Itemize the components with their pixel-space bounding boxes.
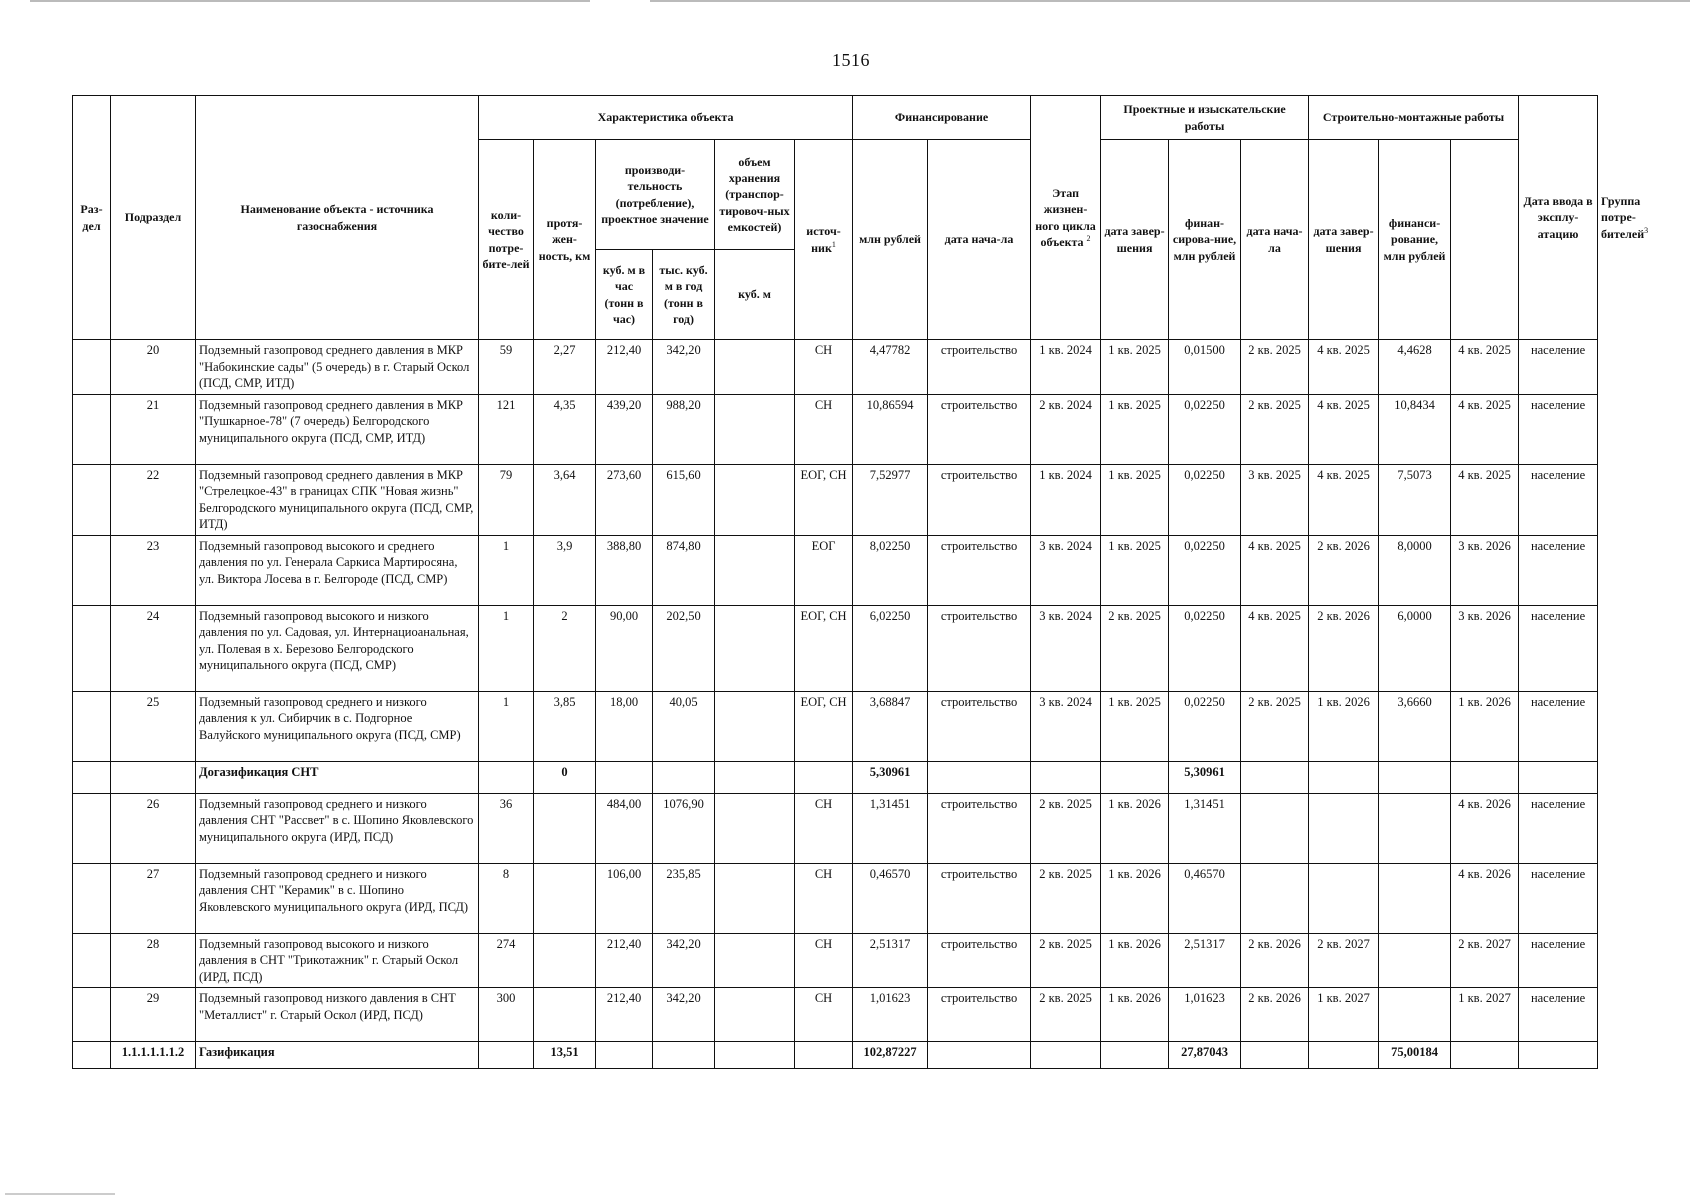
cell-prod-hour: 212,40: [596, 340, 653, 395]
cell-smr-fin: [1379, 933, 1451, 988]
cell-stage: строительство: [928, 394, 1031, 464]
cell-commission: 4 кв. 2026: [1451, 863, 1519, 933]
cell-consumers: [479, 761, 534, 793]
cell-smr-fin: 7,5073: [1379, 464, 1451, 535]
header-smr: Строительно-монтажные работы: [1309, 96, 1519, 140]
cell-smr-end: [1309, 1042, 1379, 1069]
cell-source: ЕОГ, СН: [795, 691, 853, 761]
cell-smr-fin: [1379, 761, 1451, 793]
cell-smr-end: 1 кв. 2026: [1309, 691, 1379, 761]
cell-name: Газификация: [196, 1042, 479, 1069]
cell-commission: 3 кв. 2026: [1451, 535, 1519, 605]
cell-prod-hour: 18,00: [596, 691, 653, 761]
header-razdel: Раз-дел: [73, 96, 111, 340]
cell-smr-start: 2 кв. 2026: [1241, 933, 1309, 988]
cell-commission: 1 кв. 2026: [1451, 691, 1519, 761]
cell-prod-hour: 212,40: [596, 933, 653, 988]
cell-group: население: [1519, 464, 1598, 535]
cell-length: [534, 863, 596, 933]
header-smr-end: дата завер-шения: [1309, 140, 1379, 340]
cell-pir-start: 2 кв. 2025: [1031, 933, 1101, 988]
cell-prod-year: [653, 1042, 715, 1069]
cell-storage: [715, 863, 795, 933]
cell-pir-start: [1031, 1042, 1101, 1069]
table-row: [73, 464, 1598, 535]
bottom-mark: [5, 1193, 115, 1195]
cell-podrazdel: 26: [111, 793, 196, 863]
cell-source: СН: [795, 340, 853, 395]
cell-mln-rub: 7,52977: [853, 464, 928, 535]
cell-source: ЕОГ, СН: [795, 464, 853, 535]
cell-pir-end: 2 кв. 2025: [1101, 605, 1169, 691]
cell-podrazdel: 23: [111, 535, 196, 605]
cell-pir-fin: 0,02250: [1169, 605, 1241, 691]
header-stage: Этап жизнен-ного цикла объекта $^2$: [1031, 96, 1101, 340]
header-pir-end: дата завер-шения: [1101, 140, 1169, 340]
cell-length: 2: [534, 605, 596, 691]
cell-prod-hour: [596, 761, 653, 793]
cell-smr-fin: 10,8434: [1379, 394, 1451, 464]
cell-razdel: [73, 761, 111, 793]
cell-prod-year: 1076,90: [653, 793, 715, 863]
cell-smr-fin: 8,0000: [1379, 535, 1451, 605]
cell-consumers: [479, 1042, 534, 1069]
cell-consumers: 36: [479, 793, 534, 863]
header-name: Наименование объекта - источника газоснабжения: [196, 96, 479, 340]
cell-prod-year: 342,20: [653, 988, 715, 1042]
cell-smr-fin: 3,6660: [1379, 691, 1451, 761]
cell-podrazdel: 27: [111, 863, 196, 933]
cell-pir-start: [1031, 761, 1101, 793]
cell-prod-hour: 212,40: [596, 988, 653, 1042]
cell-pir-fin: 0,46570: [1169, 863, 1241, 933]
cell-length: 4,35: [534, 394, 596, 464]
cell-source: СН: [795, 988, 853, 1042]
cell-stage: строительство: [928, 933, 1031, 988]
table-row: [73, 691, 1598, 761]
cell-stage: строительство: [928, 605, 1031, 691]
header-productivity: производи-тельность (потребление), проектное значение: [596, 140, 715, 250]
cell-smr-fin: 75,00184: [1379, 1042, 1451, 1069]
cell-prod-hour: [596, 1042, 653, 1069]
cell-pir-end: 1 кв. 2025: [1101, 535, 1169, 605]
cell-pir-end: 1 кв. 2026: [1101, 988, 1169, 1042]
header-storage: объем хранения (транспор-тировоч-ных емкостей): [715, 140, 795, 250]
table-row: [73, 535, 1598, 605]
table-body: [73, 340, 1598, 1069]
cell-pir-fin: 0,02250: [1169, 691, 1241, 761]
cell-pir-start: 2 кв. 2024: [1031, 394, 1101, 464]
cell-prod-hour: 90,00: [596, 605, 653, 691]
table-row: [73, 340, 1598, 395]
cell-pir-fin: 0,02250: [1169, 535, 1241, 605]
cell-commission: [1451, 761, 1519, 793]
cell-storage: [715, 691, 795, 761]
top-rule-left: [30, 0, 590, 2]
cell-commission: 4 кв. 2025: [1451, 394, 1519, 464]
cell-pir-end: 1 кв. 2025: [1101, 394, 1169, 464]
cell-source: [795, 1042, 853, 1069]
cell-pir-fin: 0,01500: [1169, 340, 1241, 395]
table-row: [73, 761, 1598, 793]
cell-pir-end: 1 кв. 2026: [1101, 933, 1169, 988]
header-smr-fin: финанси-рование, млн рублей: [1379, 140, 1451, 340]
cell-pir-start: 2 кв. 2025: [1031, 863, 1101, 933]
cell-smr-start: 2 кв. 2025: [1241, 340, 1309, 395]
cell-length: 2,27: [534, 340, 596, 395]
cell-smr-start: 4 кв. 2025: [1241, 605, 1309, 691]
cell-pir-start: 1 кв. 2024: [1031, 464, 1101, 535]
cell-length: [534, 933, 596, 988]
header-smr-start: дата нача-ла: [1241, 140, 1309, 340]
cell-name: Подземный газопровод среднего и низкого давления к ул. Сибирчик в с. Подгорное Валуйского муниципального округа (ПСД, СМР): [196, 691, 479, 761]
cell-razdel: [73, 988, 111, 1042]
cell-group: население: [1519, 988, 1598, 1042]
cell-smr-fin: [1379, 793, 1451, 863]
cell-prod-year: [653, 761, 715, 793]
cell-source: ЕОГ: [795, 535, 853, 605]
cell-name: Подземный газопровод среднего давления в МКР "Стрелецкое-43" в границах СПК "Новая жизнь" Белгородского муниципального округа (ПСД, СМР, ИТД): [196, 464, 479, 535]
cell-pir-start: 2 кв. 2025: [1031, 793, 1101, 863]
cell-mln-rub: 1,31451: [853, 793, 928, 863]
cell-length: 0: [534, 761, 596, 793]
cell-pir-fin: 0,02250: [1169, 464, 1241, 535]
cell-group: [1519, 1042, 1598, 1069]
header-podrazdel: Подраздел: [111, 96, 196, 340]
table-row: [73, 933, 1598, 988]
cell-pir-end: 1 кв. 2025: [1101, 691, 1169, 761]
cell-consumers: 121: [479, 394, 534, 464]
cell-stage: строительство: [928, 691, 1031, 761]
cell-source: СН: [795, 933, 853, 988]
cell-smr-start: [1241, 761, 1309, 793]
cell-pir-end: 1 кв. 2025: [1101, 340, 1169, 395]
cell-length: 3,85: [534, 691, 596, 761]
cell-commission: 1 кв. 2027: [1451, 988, 1519, 1042]
cell-razdel: [73, 340, 111, 395]
cell-smr-start: [1241, 793, 1309, 863]
cell-smr-end: [1309, 863, 1379, 933]
table-row: [73, 605, 1598, 691]
cell-commission: [1451, 1042, 1519, 1069]
cell-prod-hour: 484,00: [596, 793, 653, 863]
cell-pir-fin: 27,87043: [1169, 1042, 1241, 1069]
table-row: [73, 1042, 1598, 1069]
header-pir: Проектные и изыскательские работы: [1101, 96, 1309, 140]
cell-storage: [715, 605, 795, 691]
cell-storage: [715, 793, 795, 863]
cell-prod-year: 874,80: [653, 535, 715, 605]
cell-razdel: [73, 394, 111, 464]
cell-consumers: 79: [479, 464, 534, 535]
cell-pir-fin: 5,30961: [1169, 761, 1241, 793]
top-rule-right: [650, 0, 1690, 2]
cell-pir-end: 1 кв. 2026: [1101, 863, 1169, 933]
cell-smr-end: 4 кв. 2025: [1309, 394, 1379, 464]
cell-pir-fin: 1,01623: [1169, 988, 1241, 1042]
cell-prod-year: 615,60: [653, 464, 715, 535]
cell-podrazdel: 21: [111, 394, 196, 464]
cell-smr-end: 4 кв. 2025: [1309, 340, 1379, 395]
cell-consumers: 1: [479, 605, 534, 691]
cell-razdel: [73, 691, 111, 761]
cell-commission: 2 кв. 2027: [1451, 933, 1519, 988]
cell-stage: строительство: [928, 793, 1031, 863]
cell-stage: строительство: [928, 340, 1031, 395]
cell-name: Подземный газопровод среднего давления в МКР "Набокинские сады" (5 очередь) в г. Старый Оскол (ПСД, СМР, ИТД): [196, 340, 479, 395]
cell-prod-year: 988,20: [653, 394, 715, 464]
cell-smr-fin: 6,0000: [1379, 605, 1451, 691]
cell-prod-year: 235,85: [653, 863, 715, 933]
cell-razdel: [73, 605, 111, 691]
cell-prod-year: 342,20: [653, 933, 715, 988]
cell-razdel: [73, 793, 111, 863]
cell-smr-fin: 4,4628: [1379, 340, 1451, 395]
cell-podrazdel: 1.1.1.1.1.1.2: [111, 1042, 196, 1069]
cell-stage: строительство: [928, 863, 1031, 933]
cell-length: 3,9: [534, 535, 596, 605]
cell-mln-rub: 4,47782: [853, 340, 928, 395]
cell-name: Подземный газопровод высокого и низкого давления в СНТ "Трикотажник" г. Старый Оскол (ИРД, ПСД): [196, 933, 479, 988]
page-number: 1516: [832, 50, 870, 70]
cell-pir-start: 1 кв. 2024: [1031, 340, 1101, 395]
cell-group: население: [1519, 394, 1598, 464]
cell-storage: [715, 394, 795, 464]
cell-razdel: [73, 535, 111, 605]
cell-group: население: [1519, 691, 1598, 761]
header-prod-hour: куб. м в час (тонн в час): [596, 250, 653, 340]
cell-length: 13,51: [534, 1042, 596, 1069]
cell-name: Подземный газопровод среднего и низкого давления СНТ "Керамик" в с. Шопино Яковлевского муниципального округа (ИРД, ПСД): [196, 863, 479, 933]
cell-commission: 4 кв. 2025: [1451, 464, 1519, 535]
cell-length: 3,64: [534, 464, 596, 535]
cell-mln-rub: 6,02250: [853, 605, 928, 691]
cell-podrazdel: [111, 761, 196, 793]
cell-length: [534, 988, 596, 1042]
cell-smr-end: 2 кв. 2027: [1309, 933, 1379, 988]
cell-mln-rub: 102,87227: [853, 1042, 928, 1069]
cell-name: Подземный газопровод высокого и низкого давления по ул. Садовая, ул. Интернациоанальная, ул. Полевая в х. Березово Белгородского муниципального округа (ПСД, СМР): [196, 605, 479, 691]
cell-smr-end: 2 кв. 2026: [1309, 535, 1379, 605]
cell-mln-rub: 3,68847: [853, 691, 928, 761]
cell-smr-start: 2 кв. 2025: [1241, 691, 1309, 761]
cell-podrazdel: 28: [111, 933, 196, 988]
cell-storage: [715, 464, 795, 535]
header-length: протя-жен-ность, км: [534, 140, 596, 340]
cell-mln-rub: 10,86594: [853, 394, 928, 464]
cell-consumers: 274: [479, 933, 534, 988]
cell-podrazdel: 29: [111, 988, 196, 1042]
cell-pir-end: 1 кв. 2025: [1101, 464, 1169, 535]
header-financing: Финансирование: [853, 96, 1031, 140]
cell-mln-rub: 1,01623: [853, 988, 928, 1042]
cell-smr-start: 2 кв. 2026: [1241, 988, 1309, 1042]
cell-name: Подземный газопровод среднего и низкого давления СНТ "Рассвет" в с. Шопино Яковлевского муниципального округа (ИРД, ПСД): [196, 793, 479, 863]
cell-smr-fin: [1379, 863, 1451, 933]
cell-name: Подземный газопровод высокого и среднего давления по ул. Генерала Саркиса Мартиросяна, ул. Виктора Лосева в г. Белгороде (ПСД, СМР): [196, 535, 479, 605]
cell-consumers: 8: [479, 863, 534, 933]
cell-group: население: [1519, 605, 1598, 691]
cell-commission: 4 кв. 2026: [1451, 793, 1519, 863]
cell-storage: [715, 761, 795, 793]
header-pir-fin: финан-сирова-ние, млн рублей: [1169, 140, 1241, 340]
table-row: [73, 988, 1598, 1042]
header-storage-unit: куб. м: [715, 250, 795, 340]
gasification-table: Раз-дел Подраздел Наименование объекта - источника газоснабжения Характеристика объекта Финансирование Этап жизнен-ного цикла объекта $^2$ Проектные и изыскательские работы Строительно-монтажные работы Дата ввода в эксплу-атацию Группа потре-бителей$^3$ коли-чество потре-бите-лей протя-жен-ность, км производи-тельность (потребление), проектное значение объем хранения (транспор-тировоч-ных емкостей) источ-ник$^1$ млн рублей дата нача-ла дата завер-шения финан-сирова-ние, млн рублей дата нача-ла дата завер-шения финанси-рование, млн рублей куб. м в час (тонн в час) тыс. куб. м в год (тонн в год) куб. м 20 Подземный газопровод среднего давления в МКР "Набокинские сады" (5 очередь) в г. Старый Оскол (ПСД, СМР, ИТД) 59 2,27 212,40 342,20 СН 4,47782 строительство 1 кв. 2024 1 кв. 2025 0,01500 2 кв. 2025 4 кв. 2025 4,4628 4 кв. 2025 население 21 Подземный газопровод среднего давления в МКР "Пушкарное-78" (7 очередь) Белгородского муниципального округа (ПСД, СМР, ИТД) 121 4,35 439,20 988,20 СН 10,86594 строительство 2 кв. 2024 1 кв. 2025 0,02250 2 кв. 2025 4 кв. 2025 10,8434 4 кв. 2025 население 22 Подземный газопровод среднего давления в МКР "Стрелецкое-43" в границах СПК "Новая жизнь" Белгородского муниципального округа (ПСД, СМР, ИТД) 79 3,64 273,60 615,60 ЕОГ, СН 7,52977 строительство 1 кв. 2024 1 кв. 2025 0,02250 3 кв. 2025 4 кв. 2025 7,5073 4 кв. 2025 население 23 Подземный газопровод высокого и среднего давления по ул. Генерала Саркиса Мартиросяна, ул. Виктора Лосева в г. Белгороде (ПСД, СМР) 1 3,9 388,80 874,80 ЕОГ 8,02250 строительство 3 кв. 2024 1 кв. 2025 0,02250 4 кв. 2025 2 кв. 2026 8,0000 3 кв. 2026 население 24 Подземный газопровод высокого и низкого давления по ул. Садовая, ул. Интернациоанальная, ул. Полевая в х. Березово Белгородского муниципального округа (ПСД, СМР) 1 2 90,00 202,50 ЕОГ, СН 6,02250 строительство 3 кв. 2024 2 кв. 2025 0,02250 4 кв. 2025 2 кв. 2026 6,0000 3 кв. 2026 население 25 Подземный газопровод среднего и низкого давления к ул. Сибирчик в с. Подгорное Валуйского муниципального округа (ПСД, СМР) 1 3,85 18,00 40,05 ЕОГ, СН 3,68847 строительство 3 кв. 2024 1 кв. 2025 0,02250 2 кв. 2025 1 кв. 2026 3,6660 1 кв. 2026 население Догазификация СНТ 0 5,30961 5,30961 26 Подземный газопровод среднего и низкого давления СНТ "Рассвет" в с. Шопино Яковлевского муниципального округа (ИРД, ПСД) 36 484,00 1076,90 СН 1,31451 строительство 2 кв. 2025 1 кв. 2026 1,31451 4 кв. 2026 население 27 Подземный газопровод среднего и низкого давления СНТ "Керамик" в с. Шопино Яковлевского муниципального округа (ИРД, ПСД) 8 106,00 235,85 СН 0,46570 строительство 2 кв. 2025 1 кв. 2026 0,46570 4 кв. 2026 население 28 Подземный газопровод высокого и низкого давления в СНТ "Трикотажник" г. Старый Оскол (ИРД, ПСД) 274 212,40 342,20 СН 2,51317 строительство 2 кв. 2025 1 кв. 2026 2,51317 2 кв. 2026 2 кв. 2027 2 кв. 2027 население 29 Подземный газопровод низкого давления в СНТ "Металлист" г. Старый Оскол (ИРД, ПСД) 300 212,40 342,20 СН 1,01623 строительство 2 кв. 2025 1 кв. 2026 1,01623 2 кв. 2026 1 кв. 2027 1 кв. 2027 население 1.1.1.1.1.1.2 Газификация 13,51 102,87227 27,87043 75,00184: [72, 95, 1598, 1069]
cell-name: Догазификация СНТ: [196, 761, 479, 793]
cell-smr-start: [1241, 863, 1309, 933]
cell-prod-hour: 273,60: [596, 464, 653, 535]
cell-smr-end: 1 кв. 2027: [1309, 988, 1379, 1042]
table-row: [73, 863, 1598, 933]
cell-smr-end: 2 кв. 2026: [1309, 605, 1379, 691]
cell-source: СН: [795, 863, 853, 933]
cell-smr-fin: [1379, 988, 1451, 1042]
cell-podrazdel: 22: [111, 464, 196, 535]
header-prod-year: тыс. куб. м в год (тонн в год): [653, 250, 715, 340]
cell-prod-year: 342,20: [653, 340, 715, 395]
cell-smr-start: [1241, 1042, 1309, 1069]
cell-group: население: [1519, 933, 1598, 988]
cell-prod-hour: 439,20: [596, 394, 653, 464]
cell-smr-start: 3 кв. 2025: [1241, 464, 1309, 535]
cell-source: ЕОГ, СН: [795, 605, 853, 691]
cell-stage: [928, 1042, 1031, 1069]
cell-commission: 3 кв. 2026: [1451, 605, 1519, 691]
cell-pir-start: 3 кв. 2024: [1031, 605, 1101, 691]
cell-pir-fin: 0,02250: [1169, 394, 1241, 464]
cell-name: Подземный газопровод низкого давления в СНТ "Металлист" г. Старый Оскол (ИРД, ПСД): [196, 988, 479, 1042]
cell-storage: [715, 535, 795, 605]
cell-consumers: 300: [479, 988, 534, 1042]
cell-storage: [715, 988, 795, 1042]
cell-pir-end: [1101, 1042, 1169, 1069]
cell-stage: строительство: [928, 988, 1031, 1042]
cell-smr-end: [1309, 793, 1379, 863]
cell-consumers: 1: [479, 535, 534, 605]
cell-mln-rub: 8,02250: [853, 535, 928, 605]
cell-prod-year: 202,50: [653, 605, 715, 691]
cell-mln-rub: 0,46570: [853, 863, 928, 933]
cell-smr-end: [1309, 761, 1379, 793]
cell-pir-start: 3 кв. 2024: [1031, 535, 1101, 605]
cell-group: население: [1519, 863, 1598, 933]
cell-pir-start: 3 кв. 2024: [1031, 691, 1101, 761]
cell-storage: [715, 1042, 795, 1069]
cell-consumers: 1: [479, 691, 534, 761]
table-row: [73, 394, 1598, 464]
cell-razdel: [73, 863, 111, 933]
cell-mln-rub: 5,30961: [853, 761, 928, 793]
cell-prod-hour: 388,80: [596, 535, 653, 605]
cell-group: [1519, 761, 1598, 793]
cell-pir-fin: 1,31451: [1169, 793, 1241, 863]
cell-source: СН: [795, 394, 853, 464]
cell-commission: 4 кв. 2025: [1451, 340, 1519, 395]
cell-smr-end: 4 кв. 2025: [1309, 464, 1379, 535]
table-row: [73, 793, 1598, 863]
cell-stage: строительство: [928, 535, 1031, 605]
cell-stage: [928, 761, 1031, 793]
cell-source: СН: [795, 793, 853, 863]
cell-length: [534, 793, 596, 863]
cell-mln-rub: 2,51317: [853, 933, 928, 988]
cell-smr-start: 2 кв. 2025: [1241, 394, 1309, 464]
cell-group: население: [1519, 535, 1598, 605]
cell-podrazdel: 25: [111, 691, 196, 761]
header-mln-rub: млн рублей: [853, 140, 928, 340]
cell-source: [795, 761, 853, 793]
cell-stage: строительство: [928, 464, 1031, 535]
cell-pir-fin: 2,51317: [1169, 933, 1241, 988]
cell-prod-year: 40,05: [653, 691, 715, 761]
cell-prod-hour: 106,00: [596, 863, 653, 933]
header-consumers: коли-чество потре-бите-лей: [479, 140, 534, 340]
cell-name: Подземный газопровод среднего давления в МКР "Пушкарное-78" (7 очередь) Белгородского муниципального округа (ПСД, СМР, ИТД): [196, 394, 479, 464]
cell-razdel: [73, 464, 111, 535]
cell-pir-end: 1 кв. 2026: [1101, 793, 1169, 863]
cell-pir-end: [1101, 761, 1169, 793]
cell-razdel: [73, 1042, 111, 1069]
cell-pir-start: 2 кв. 2025: [1031, 988, 1101, 1042]
cell-group: население: [1519, 340, 1598, 395]
cell-storage: [715, 340, 795, 395]
header-pir-start: дата нача-ла: [928, 140, 1031, 340]
cell-group: население: [1519, 793, 1598, 863]
header-commission: Дата ввода в эксплу-атацию: [1519, 96, 1598, 340]
header-source: источ-ник$^1$: [795, 140, 853, 340]
header-characteristics: Характеристика объекта: [479, 96, 853, 140]
cell-razdel: [73, 933, 111, 988]
cell-podrazdel: 20: [111, 340, 196, 395]
cell-podrazdel: 24: [111, 605, 196, 691]
cell-consumers: 59: [479, 340, 534, 395]
cell-storage: [715, 933, 795, 988]
cell-smr-start: 4 кв. 2025: [1241, 535, 1309, 605]
